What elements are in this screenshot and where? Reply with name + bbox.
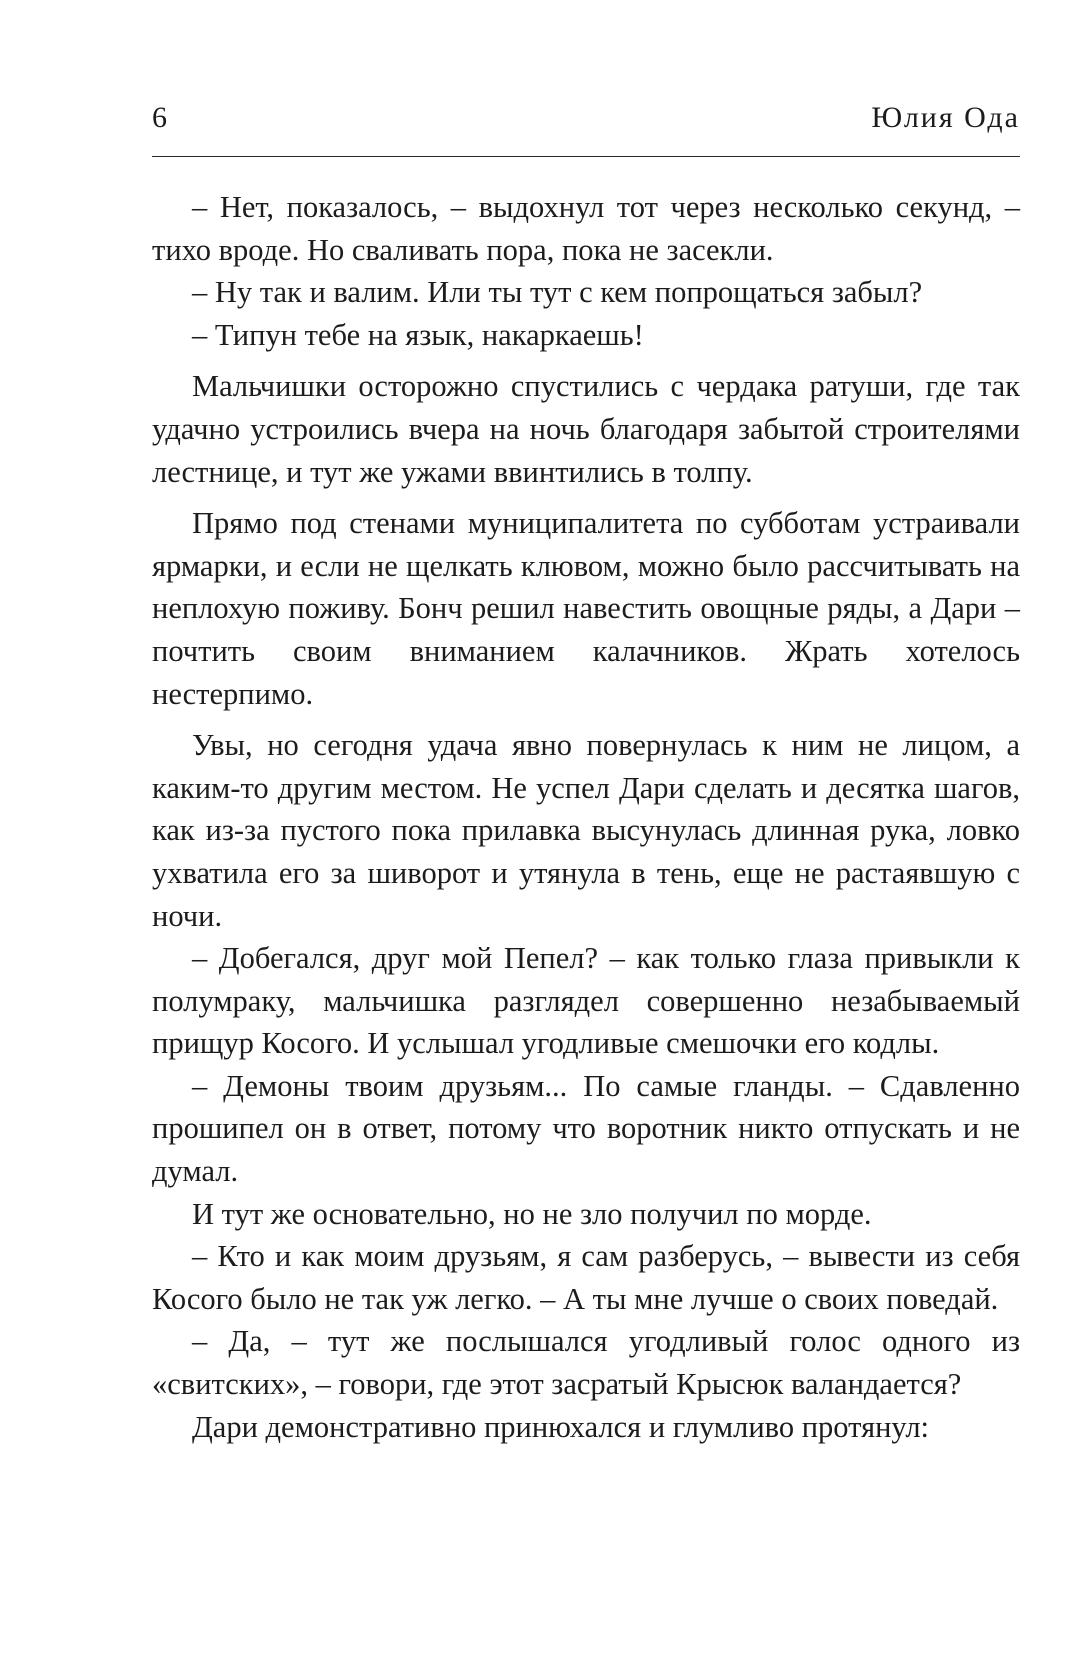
paragraph: Мальчишки осторожно спустились с чердака ратуши, где так удачно устроились вчера на ночь благодаря забытой строителями лестнице, и тут же ужами ввинтились в толпу. — [152, 369, 1020, 489]
paragraph: – Да, – тут же послышался угодливый голос одного из «свитских», – говори, где этот засратый Крысюк валандается? — [152, 1324, 1020, 1402]
paragraph: И тут же основательно, но не зло получил по морде. — [192, 1196, 872, 1231]
paragraph: – Нет, показалось, – выдохнул тот через несколько секунд, – тихо вроде. Но сваливать пора, пока не засекли. — [152, 190, 1020, 267]
paragraph: Дари демонстративно принюхался и глумливо протянул: — [192, 1409, 930, 1444]
paragraph: Прямо под стенами муниципалитета по субботам устраивали ярмарки, и если не щелкать клювом, можно было рассчитывать на неплохую поживу. Бонч решил навестить овощные ряды, а Дари – почтить своим вниманием калачников. Жрать хотелось нестерпимо. — [152, 506, 1020, 711]
paragraph: – Добегался, друг мой Пепел? – как только глаза привыкли к полумраку, мальчишка разглядел совершенно незабываемый прищур Косого. И услышал угодливые смешочки его кодлы. — [152, 941, 1020, 1061]
page-header — [152, 96, 1020, 157]
paragraph: Увы, но сегодня удача явно повернулась к ним не лицом, а каким-то другим местом. Не успел Дари сделать и десятка шагов, как из-за пустого пока прилавка высунулась длинная рука, ловко ухватила его за шиворот и утянула в тень, еще не растаявшую с ночи. — [152, 728, 1020, 933]
paragraph: – Демоны твоим друзьям... По самые гланды. – Сдавленно прошипел он в ответ, потому что воротник никто отпускать и не думал. — [152, 1068, 1020, 1189]
page-number: 6 — [152, 101, 167, 134]
paragraph: – Типун тебе на язык, накаркаешь! — [192, 317, 644, 352]
body-text — [152, 186, 1020, 1448]
running-title: Юлия Ода — [871, 101, 1020, 134]
paragraph: – Ну так и валим. Или ты тут с кем попрощаться забыл? — [192, 275, 923, 310]
paragraph: – Кто и как моим друзьям, я сам разберусь, – вывести из себя Косого было не так уж легко. – А ты мне лучше о своих поведай. — [152, 1239, 1020, 1316]
